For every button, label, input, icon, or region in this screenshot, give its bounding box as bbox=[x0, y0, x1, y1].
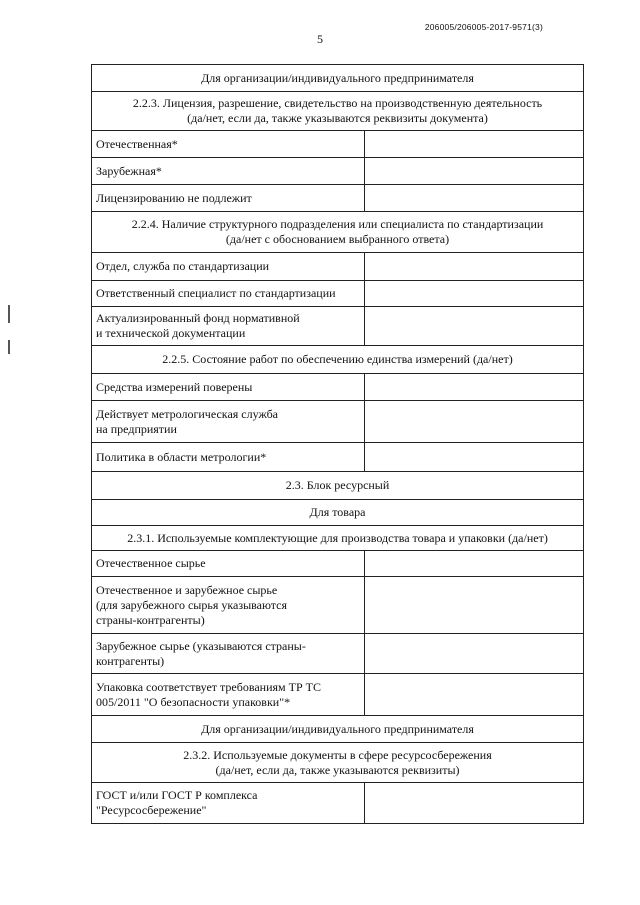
row-label: Политика в области метрологии* bbox=[92, 443, 365, 472]
answer-cell[interactable] bbox=[365, 634, 584, 674]
margin-mark bbox=[8, 340, 10, 354]
answer-cell[interactable] bbox=[365, 253, 584, 281]
row-label: Лицензированию не подлежит bbox=[92, 185, 365, 212]
row-label: Отечественное и зарубежное сырье (для зарубежного сырья указываются страны-контрагенты) bbox=[92, 577, 365, 634]
answer-cell[interactable] bbox=[365, 551, 584, 577]
section-header-row bbox=[92, 500, 584, 526]
answer-cell[interactable] bbox=[365, 158, 584, 185]
section-header-org: Для организации/индивидуального предпринимателя bbox=[92, 65, 584, 92]
answer-cell[interactable] bbox=[365, 401, 584, 443]
row-label: Отечественное сырье bbox=[92, 551, 365, 577]
form-table bbox=[91, 64, 584, 824]
table-row bbox=[92, 158, 584, 185]
section-header-row bbox=[92, 743, 584, 783]
table-row bbox=[92, 253, 584, 281]
row-label: Действует метрологическая служба на предприятии bbox=[92, 401, 365, 443]
section-2-3-2-title: 2.3.2. Используемые документы в сфере ресурсосбережения (да/нет, если да, также указываются реквизиты) bbox=[92, 743, 584, 783]
table-row bbox=[92, 401, 584, 443]
section-2-3-title: 2.3. Блок ресурсный bbox=[92, 472, 584, 500]
page-number: 5 bbox=[317, 32, 323, 46]
section-2-2-3-title: 2.2.3. Лицензия, разрешение, свидетельство на производственную деятельность (да/нет, если да, также указываются реквизиты документа) bbox=[92, 92, 584, 131]
row-label: Отечественная* bbox=[92, 131, 365, 158]
answer-cell[interactable] bbox=[365, 374, 584, 401]
document-number: 206005/206005-2017-9571(3) bbox=[424, 22, 543, 32]
table-row bbox=[92, 577, 584, 634]
row-label: Упаковка соответствует требованиям ТР ТС 005/2011 "О безопасности упаковки"* bbox=[92, 674, 365, 716]
answer-cell[interactable] bbox=[365, 443, 584, 472]
section-header-org: Для организации/индивидуального предпринимателя bbox=[92, 716, 584, 743]
section-2-3-1-title: 2.3.1. Используемые комплектующие для производства товара и упаковки (да/нет) bbox=[92, 526, 584, 551]
table-row bbox=[92, 783, 584, 824]
row-label: Зарубежное сырье (указываются страны- контрагенты) bbox=[92, 634, 365, 674]
table-row bbox=[92, 307, 584, 346]
answer-cell[interactable] bbox=[365, 131, 584, 158]
row-label: Зарубежная* bbox=[92, 158, 365, 185]
section-2-2-4-title: 2.2.4. Наличие структурного подразделения или специалиста по стандартизации (да/нет с обоснованием выбранного ответа) bbox=[92, 212, 584, 253]
answer-cell[interactable] bbox=[365, 577, 584, 634]
margin-mark bbox=[8, 305, 10, 323]
section-header-row bbox=[92, 212, 584, 253]
answer-cell[interactable] bbox=[365, 185, 584, 212]
answer-cell[interactable] bbox=[365, 674, 584, 716]
answer-cell[interactable] bbox=[365, 281, 584, 307]
row-label: ГОСТ и/или ГОСТ Р комплекса "Ресурсосбережение" bbox=[92, 783, 365, 824]
section-header-row bbox=[92, 472, 584, 500]
section-header-row bbox=[92, 716, 584, 743]
table-row bbox=[92, 281, 584, 307]
table-row bbox=[92, 551, 584, 577]
table-row bbox=[92, 634, 584, 674]
section-2-2-5-title: 2.2.5. Состояние работ по обеспечению единства измерений (да/нет) bbox=[92, 346, 584, 374]
row-label: Средства измерений поверены bbox=[92, 374, 365, 401]
section-header-row bbox=[92, 526, 584, 551]
table-row bbox=[92, 443, 584, 472]
section-header-row bbox=[92, 92, 584, 131]
section-header-row bbox=[92, 346, 584, 374]
table-row bbox=[92, 674, 584, 716]
row-label: Отдел, служба по стандартизации bbox=[92, 253, 365, 281]
answer-cell[interactable] bbox=[365, 783, 584, 824]
row-label: Актуализированный фонд нормативной и технической документации bbox=[92, 307, 365, 346]
answer-cell[interactable] bbox=[365, 307, 584, 346]
table-row bbox=[92, 185, 584, 212]
row-label: Ответственный специалист по стандартизации bbox=[92, 281, 365, 307]
section-header-row bbox=[92, 65, 584, 92]
table-row bbox=[92, 374, 584, 401]
section-for-product: Для товара bbox=[92, 500, 584, 526]
table-row bbox=[92, 131, 584, 158]
